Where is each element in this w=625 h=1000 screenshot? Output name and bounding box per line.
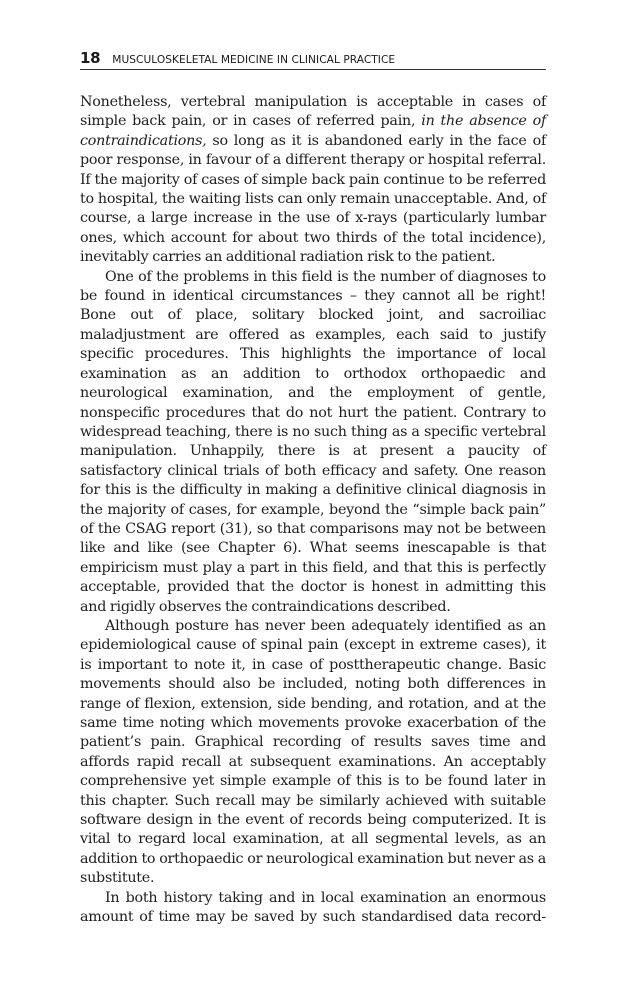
paragraph-3: Although posture has never been adequately identified as an epidemiological cause of spinal pain (except in extreme cases), it is important to note it, in case of posttherapeutic change. Basic movements should also be included, noting both differences in range of flexion, extension, side bending, and rotation, and at the same time noting which movements provoke exacerbation of the patient’s pain. Graphical recording of results saves time and affords rapid recall at subsequent examinations. An acceptably comprehensive yet simple example of this is to be found later in this chapter. Such recall may be similarly achieved with suitable software design in the event of records being computerized. It is vital to regard local examination, at all segmental levels, as an addition to orthopaedic or neurological examination but never as a substitute. (80, 617, 546, 887)
header-rule (80, 69, 546, 70)
page-number: 18 (80, 49, 101, 67)
paragraph-1-text-continued: so long as it is abandoned early in the face of poor response, in favour of a different therapy or hospital referral. If the majority of cases of simple back pain continue to be referred to hospital, the waiting lists can only remain unacceptable. And, of course, a large increase in the use of x-rays (particularly lumbar ones, which account for about two thirds of the total incidence), inevitably carries an additional radiation risk to the patient. (80, 132, 546, 266)
paragraph-1 (80, 93, 546, 268)
running-title: MUSCULOSKELETAL MEDICINE IN CLINICAL PRACTICE (112, 54, 396, 66)
running-head (80, 49, 546, 67)
paragraph-1-text: Nonetheless, vertebral manipulation is acceptable in cases of simple back pain, or in cases of referred pain, (80, 94, 546, 130)
paragraph-2: One of the problems in this field is the number of diagnoses to be found in identical circumstances – they cannot all be right! Bone out of place, solitary blocked joint, and sacroiliac maladjustment are offered as examples, each said to justify specific procedures. This highlights the importance of local examination as an addition to orthodox orthopaedic and neurological examination, and the employment of gentle, nonspecific procedures that do not hurt the patient. Contrary to widespread teaching, there is no such thing as a specific vertebral manipulation. Unhappily, there is at present a paucity of satisfactory clinical trials of both efficacy and safety. One reason for this is the difficulty in making a definitive clinical diagnosis in the majority of cases, for example, beyond the “simple back pain” of the CSAG report (31), so that comparisons may not be between like and like (see Chapter 6). What seems inescapable is that empiricism must play a part in this field, and that this is perfectly acceptable, provided that the doctor is honest in admitting this and rigidly observes the contraindications described. (80, 268, 546, 615)
paragraph-1-italic: in the absence of contraindications, (80, 113, 546, 149)
paragraph-4: In both history taking and in local examination an enormous amount of time may be saved by such standardised data record- (80, 889, 546, 926)
body-text (80, 93, 546, 927)
